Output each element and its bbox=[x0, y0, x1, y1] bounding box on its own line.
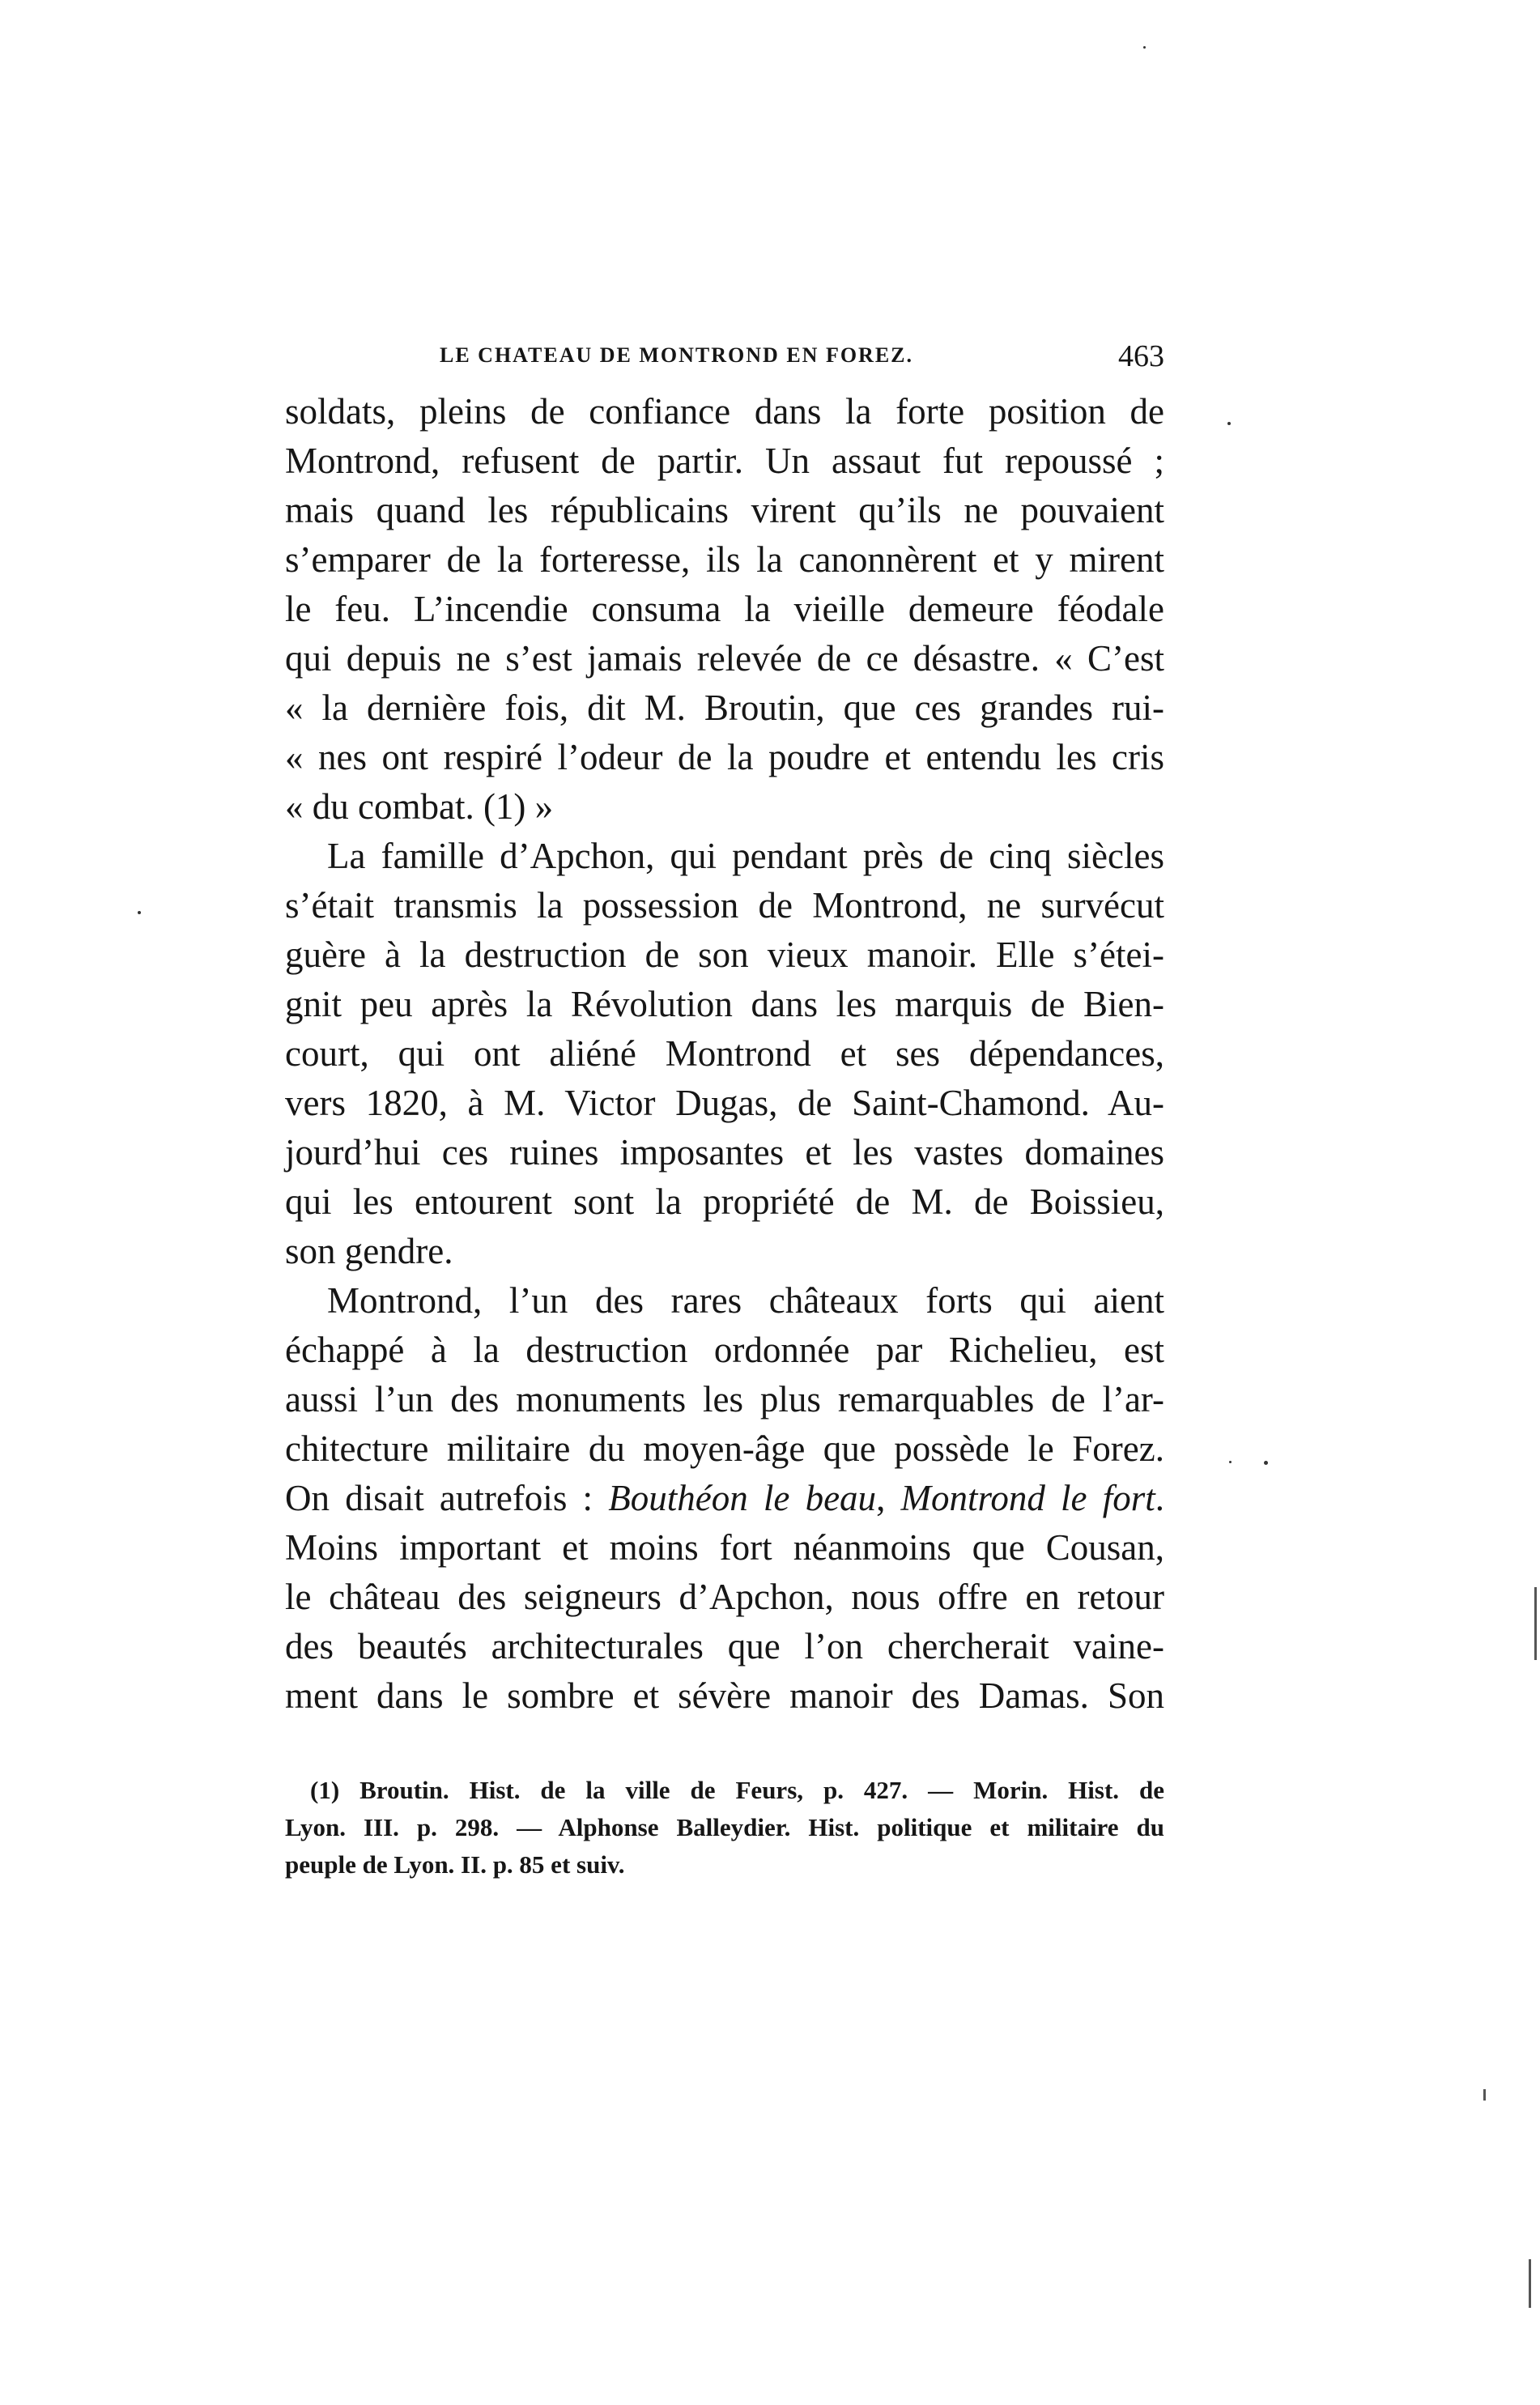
proverb-intro: On disait autrefois : bbox=[285, 1478, 593, 1518]
proverb-part-one: Bouthéon le beau bbox=[608, 1478, 877, 1518]
scan-speck bbox=[138, 911, 141, 914]
text-line: des beautés architecturales que l’on chercherait vaine- bbox=[285, 1626, 1164, 1666]
text-line: Moins important et moins fort néanmoins que Cousan, bbox=[285, 1527, 1164, 1568]
text-line: échappé à la destruction ordonnée par Richelieu, est bbox=[285, 1330, 1164, 1370]
text-line: ment dans le sombre et sévère manoir des Damas. Son bbox=[285, 1675, 1164, 1716]
body-text bbox=[285, 387, 1164, 1721]
text-line: « du combat. (1) » bbox=[285, 786, 554, 827]
text-line: gnit peu après la Révolution dans les marquis de Bien- bbox=[285, 984, 1164, 1024]
footnotes bbox=[285, 1772, 1164, 1884]
footnote-line: Lyon. III. p. 298. — Alphonse Balleydier. Hist. politique et militaire du bbox=[285, 1813, 1164, 1841]
scan-edge-mark bbox=[1534, 1587, 1537, 1660]
text-line: Montrond, refusent de partir. Un assaut fut repoussé ; bbox=[285, 441, 1164, 481]
running-title: LE CHATEAU DE MONTROND EN FOREZ. bbox=[440, 343, 914, 367]
text-line: guère à la destruction de son vieux manoir. Elle s’étei- bbox=[285, 934, 1164, 975]
paragraph-start-line: Montrond, l’un des rares châteaux forts qui aient bbox=[327, 1280, 1164, 1321]
text-line: son gendre. bbox=[285, 1231, 453, 1271]
text-line: « la dernière fois, dit M. Broutin, que ces grandes rui- bbox=[285, 687, 1164, 728]
scan-edge-mark bbox=[1483, 2089, 1486, 2101]
text-line: qui les entourent sont la propriété de M. de Boissieu, bbox=[285, 1181, 1164, 1222]
scan-edge-mark bbox=[1529, 2259, 1531, 2308]
footnote-line: (1) Broutin. Hist. de la ville de Feurs, p. 427. — Morin. Hist. de bbox=[310, 1776, 1164, 1804]
text-line: jourd’hui ces ruines imposantes et les vastes domaines bbox=[285, 1132, 1164, 1173]
paragraph-start-line: La famille d’Apchon, qui pendant près de cinq siècles bbox=[327, 836, 1164, 876]
text-line: qui depuis ne s’est jamais relevée de ce désastre. « C’est bbox=[285, 638, 1164, 679]
scan-speck bbox=[1143, 46, 1146, 49]
running-head bbox=[440, 338, 1164, 379]
scan-speck bbox=[1229, 1461, 1232, 1463]
scan-speck bbox=[1227, 422, 1231, 425]
text-line: le feu. L’incendie consuma la vieille demeure féodale bbox=[285, 589, 1164, 629]
proverb-part-two: Montrond le fort bbox=[900, 1478, 1155, 1518]
text-line: aussi l’un des monuments les plus remarquables de l’ar- bbox=[285, 1379, 1164, 1420]
text-line: s’était transmis la possession de Montrond, ne survécut bbox=[285, 885, 1164, 926]
text-line: s’emparer de la forteresse, ils la canonnèrent et y mirent bbox=[285, 539, 1164, 580]
text-line-with-proverb: On disait autrefois : Bouthéon le beau, Montrond le fort. bbox=[285, 1478, 1164, 1518]
text-line: le château des seigneurs d’Apchon, nous offre en retour bbox=[285, 1577, 1164, 1617]
text-line: mais quand les républicains virent qu’ils ne pouvaient bbox=[285, 490, 1164, 530]
text-line: court, qui ont aliéné Montrond et ses dépendances, bbox=[285, 1033, 1164, 1074]
text-line: « nes ont respiré l’odeur de la poudre et entendu les cris bbox=[285, 737, 1164, 777]
scan-speck bbox=[1264, 1461, 1268, 1465]
page-number: 463 bbox=[1118, 339, 1164, 373]
footnote-line: peuple de Lyon. II. p. 85 et suiv. bbox=[285, 1850, 625, 1879]
text-line: chitecture militaire du moyen-âge que possède le Forez. bbox=[285, 1428, 1164, 1469]
text-line: vers 1820, à M. Victor Dugas, de Saint-Chamond. Au- bbox=[285, 1083, 1164, 1123]
text-line: soldats, pleins de confiance dans la forte position de bbox=[285, 391, 1164, 432]
